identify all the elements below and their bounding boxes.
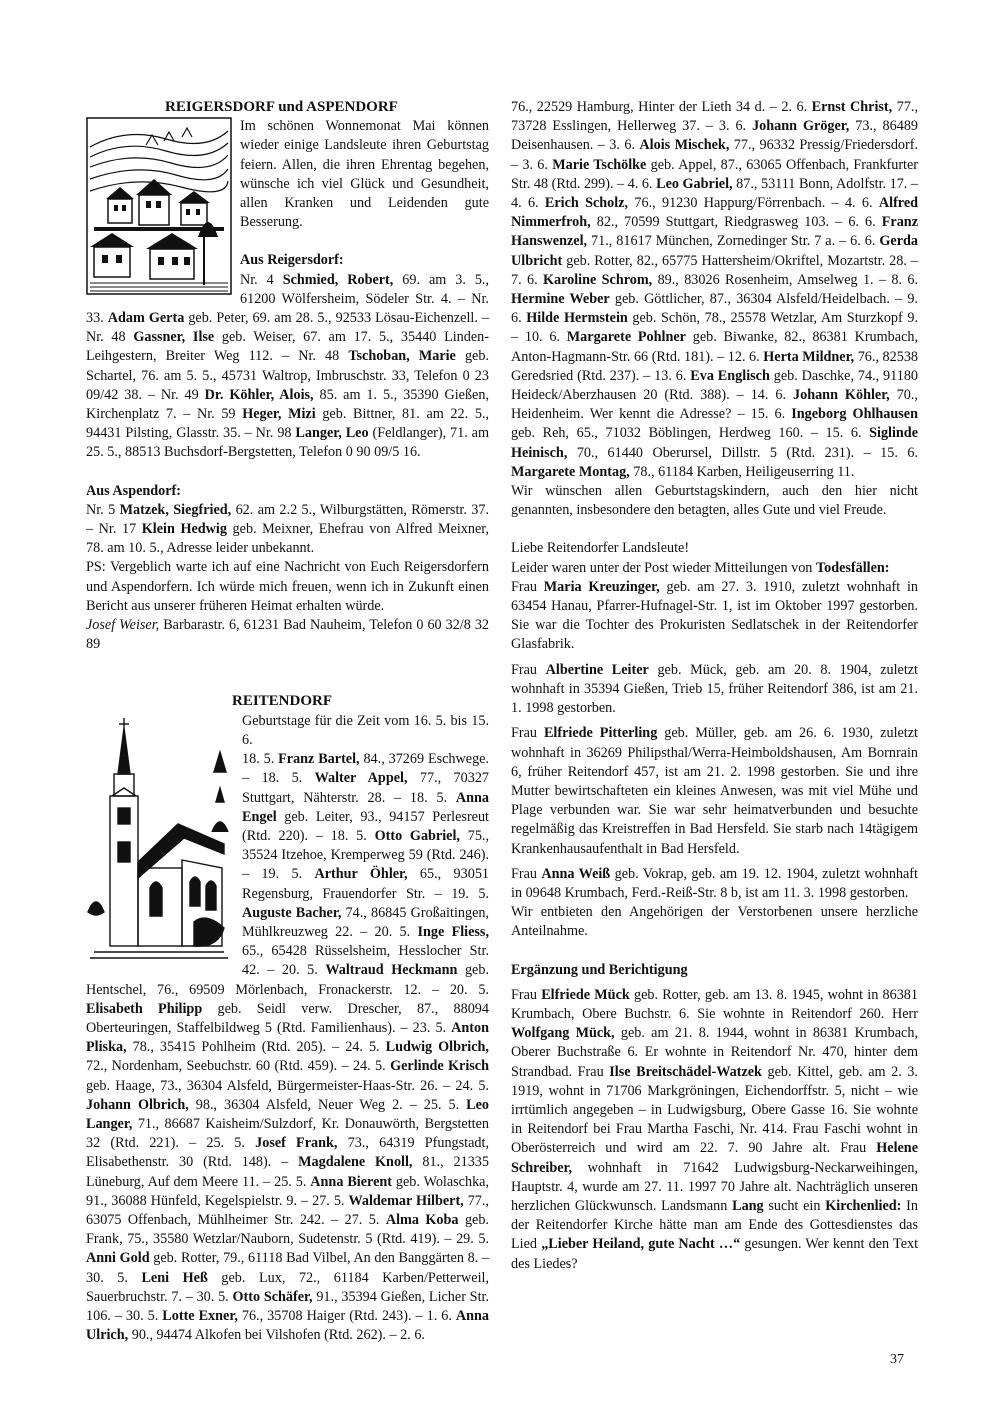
reitendorf-heading: REITENDORF xyxy=(232,693,333,710)
reigersdorf-birthdays: Nr. 4 Schmied, Robert, 69. am 3. 5., 61200 Wölfersheim, Södeler Str. 4. – Nr. 33. Adam Gerta geb. Peter, 69. am 28. 5., 92533 Lösau-Eichenzell. – Nr. 48 Gassner, Ilse geb. Weiser, 67. am 17. 5., 35440 Linden-Leihgestern, Breiter Weg 112. – Nr. 48 Tschoban, Marie geb. Schartel, 76. am 5. 5., 45731 Waltrop, Imbruschstr. 33, Telefon 0 23 09/42 38. – Nr. 49 Dr. Köhler, Alois, 85. am 1. 5., 35390 Gießen, Kirchenplatz 7. – Nr. 59 Heger, Mizi geb. Bittner, 81. am 22. 5., 94431 Pilsting, Glasstr. 35. – Nr. 98 Langer, Leo (Feldlanger), 71. am 25. 5., 88513 Buchsdorf-Bergstetten, Telefon 0 90 09/5 16. xyxy=(86,271,490,461)
greeting: Liebe Reitendorfer Landsleute! xyxy=(511,540,690,557)
aspendorf-birthdays: Nr. 5 Matzek, Siegfried, 62. am 2.2 5., Wilburgstätten, Römerstr. 37. – Nr. 17 Klein Hedwig geb. Meixner, Ehefrau von Alfred Meixner, 78. am 10. 5., Adresse leider unbekannt. xyxy=(86,501,490,557)
reitendorf-birthdays-left: 18. 5. Franz Bartel, 84., 37269 Eschwege. – 18. 5. Walter Appel, 77., 70327 Stuttgart, Nähterstr. 28. – 18. 5. Anna Engel geb. Leiter, 93., 94157 Perlesreut (Rtd. 220). – 18. 5. Otto Gabriel, 75., 35524 Itzehoe, Kremperweg 59 (Rtd. 246). – 19. 5. Arthur Öhler, 65., 93051 Regensburg, Frauendorfer Str. – 19. 5. Auguste Bacher, 74., 86845 Großaitingen, Mühlkreuzweg 22. – 20. 5. Inge Fliess, 65., 65428 Rüsselsheim, Hesslocher Str. 42. – 20. 5. Waltraud Heckmann geb. Hentschel, 76., 69509 Mörlenbach, Fronackerstr. 12. – 20. 5. Elisabeth Philipp geb. Seidl verw. Drescher, 87., 88094 Oberteuringen, Staffelbildweg 5 (Rtd. Familienhaus). – 23. 5. Anton Pliska, 78., 35415 Pohlheim (Rtd. 205). – 24. 5. Ludwig Olbrich, 72., Nordenham, Seebuchstr. 60 (Rtd. 459). – 24. 5. Gerlinde Krisch geb. Haage, 73., 36304 Alsfeld, Bürgermeister-Haas-Str. 26. – 24. 5. Johann Olbrich, 98., 36304 Alsfeld, Neuer Weg 2. – 25. 5. Leo Langer, 71., 86687 Kaisheim/Sulzdorf, Kr. Donauwörth, Bergstetten 32 (Rtd. 221). – 25. 5. Josef Frank, 73., 64319 Pfungstadt, Elisabethenstr. 30 (Rtd. 148). – Magdalene Knoll, 81., 21335 Lüneburg, Auf dem Meere 11. – 25. 5. Anna Bierent geb. Wolaschka, 91., 36088 Hünfeld, Kegelspielstr. 9. – 27. 5. Waldemar Hilbert, 77., 63075 Offenbach, Mühlheimer Str. 242. – 27. 5. Alma Koba geb. Frank, 75., 35580 Wetzlar/Nauborn, Sudetenstr. 5 (Rtd. 419). – 29. 5. Anni Gold geb. Rotter, 79., 61118 Bad Vilbel, An den Banggärten 8. – 30. 5. Leni Heß geb. Lux, 72., 61184 Karben/Petterweil, Sauerbruchstr. 7. – 30. 5. Otto Schäfer, 91., 35394 Gießen, Licher Str. 106. – 30. 5. Lotte Exner, 76., 35708 Haiger (Rtd. 243). – 1. 6. Anna Ulrich, 90., 94474 Alkofen bei Vilshofen (Rtd. 262). – 2. 6. xyxy=(86,751,490,1344)
reitendorf-birthdays-right: 76., 22529 Hamburg, Hinter der Lieth 34 d. – 2. 6. Ernst Christ, 77., 73728 Esslingen, Hellerweg 37. – 3. 6. Johann Gröger, 73., 86489 Deisenhausen. – 3. 6. Alois Mischek, 77., 96332 Pressig/Friedersdorf. – 3. 6. Marie Tschölke geb. Appel, 87., 63065 Offenbach, Frankfurter Str. 48 (Rtd. 299). – 4. 6. Leo Gabriel, 87., 53111 Bonn, Adolfstr. 17. – 4. 6. Erich Scholz, 76., 91230 Happurg/Förrenbach. – 4. 6. Alfred Nimmerfroh, 82., 70599 Stuttgart, Riedgrasweg 103. – 6. 6. Franz Hanswenzel, 71., 81617 München, Zornedinger Str. 7 a. – 6. 6. Gerda Ulbricht geb. Rotter, 82., 65775 Hattersheim/Okriftel, Mozartstr. 28. – 7. 6. Karoline Schrom, 89., 83026 Rosenheim, Amselweg 1. – 8. 6. Hermine Weber geb. Göttlicher, 87., 36304 Alsfeld/Heidelbach. – 9. 6. Hilde Hermstein geb. Schön, 78., 25578 Wetzlar, Am Sturzkopf 9. – 10. 6. Margarete Pohlner geb. Biwanke, 82., 86381 Krumbach, Anton-Hagmann-Str. 66 (Rtd. 181). – 12. 6. Herta Mildner, 76., 82538 Geredsried (Rtd. 237). – 13. 6. Eva Englisch geb. Daschke, 74., 91180 Heideck/Aberzhausen 20 (Rtd. 388). – 14. 6. Johann Köhler, 70., Heidenheim. Wer kennt die Adresse? – 15. 6. Ingeborg Ohlhausen geb. Reh, 65., 71032 Böblingen, Herdweg 160. – 15. 6. Siglinde Heinisch, 70., 61440 Oberursel, Dillstr. 5 (Rtd. 231). – 15. 6. Margarete Montag, 78., 61184 Karben, Heiligeuserring 11. xyxy=(511,99,919,480)
aspendorf-subheading: Aus Aspendorf: xyxy=(86,482,181,499)
condolences: Wir entbieten den Angehörigen der Verstorbenen unsere herzliche Anteilnahme. xyxy=(511,904,918,940)
death-notice-3: Frau Elfriede Pitterling geb. Müller, geb. am 26. 6. 1930, zuletzt wohnhaft in 36269 Philipsthal/Werra-Heimboldshausen, Am Bornrain 6, früher Reitendorf 457, ist am 21. 2. 1998 gestorben. Sie und ihre Mutter bewirtschafteten ein kleines Anwesen, was mit viel Mühe und Plage verbunden war. Sie war sehr heimatverbunden und besuchte regelmäßig das Kreistreffen in Bad Hersfeld. Sie starb nach 14tägigem Krankenhausaufenthalt in Bad Hersfeld. xyxy=(511,725,918,857)
ps-note: PS: Vergeblich warte ich auf eine Nachricht von Euch Reigersdorfern und Aspendorfern. Ich würde mich freuen, wenn ich in Zukunft einen Bericht aus unserer früheren Heimat erhalten würde. xyxy=(86,559,489,614)
reigersdorf-subheading: Aus Reigersdorf: xyxy=(240,252,344,269)
signature: Josef Weiser, Barbarastr. 6, 61231 Bad Nauheim, Telefon 0 60 32/8 32 89 xyxy=(86,617,490,653)
page-number: 37 xyxy=(890,1352,904,1367)
death-notice-2: Frau Albertine Leiter geb. Mück, geb. am 20. 8. 1904, zuletzt wohnhaft in 35394 Gießen, Trieb 15, früher Reitendorf 386, ist am 21. 1. 1998 gestorben. xyxy=(511,661,919,717)
reigersdorf-intro: Im schönen Wonnemonat Mai können wieder einige Landsleute ihren Geburtstag feiern. Allen, die ihren Ehrentag begehen, wünsche ich viel Glück und Gesundheit, allen Kranken und Leidenden gute Besserung. xyxy=(240,118,489,231)
village-illustration xyxy=(86,117,232,295)
ergaenzung-heading: Ergänzung und Berichtigung xyxy=(511,961,688,978)
reitendorf-intro: Geburtstage für die Zeit vom 16. 5. bis 15. 6. xyxy=(242,712,489,748)
todesfaelle-intro: Leider waren unter der Post wieder Mitteilungen von Todesfällen: xyxy=(511,559,890,576)
death-notice-1: Frau Maria Kreuzinger, geb. am 27. 3. 1910, zuletzt wohnhaft in 63454 Hanau, Pfarrer-Hufnagel-Str. 1, ist im Oktober 1997 gestorben. Sie war die Tochter des Prokuristen Sedlatschek in der Reitendorfer Glasfabrik. xyxy=(511,578,918,653)
ergaenzung-text: Frau Elfriede Mück geb. Rotter, geb. am 13. 8. 1945, wohnt in 86381 Krumbach, Obere Buchstr. 6. Sie wohnte in Reitendorf 260. Herr Wolfgang Mück, geb. am 21. 8. 1944, wohnt in 86381 Krumbach, Oberer Buchstraße 6. Er wohnte in Reitendorf Nr. 470, hinter dem Strandbad. Frau Ilse Breitschädel-Watzek geb. Kittel, geb. am 2. 3. 1919, wohnt in 71706 Markgröningen, Eichendorffstr. 5, nicht – wie irrtümlich angegeben – in Ludwigsburg, Obere Gasse 16. Sie wohnte in Reitendorf bei Frau Martha Faschi, Nr. 414. Frau Faschi wohnt in Oberösterreich und wird am 22. 7. 90 Jahre alt. Frau Helene Schreiber, wohnhaft in 71642 Ludwigsburg-Neckarweihingen, Hauptstr. 4, wurde am 27. 11. 1997 70 Jahre alt. Nachträglich unseren herzlichen Glückwunsch. Landsmann Lang sucht ein Kirchenlied: In der Reitendorfer Kirche hätte man am Ende des Gottesdienstes das Lied „Lieber Heiland, gute Nacht …“ gesungen. Wer kennt den Text des Liedes? xyxy=(511,986,919,1272)
left-column xyxy=(86,98,489,1345)
death-notice-4: Frau Anna Weiß geb. Vokrap, geb. am 19. 12. 1904, zuletzt wohnhaft in 09648 Krumbach, Ferd.-Reiß-Str. 8 b, ist am 11. 3. 1998 gestorben. xyxy=(511,865,918,901)
reigersdorf-heading: REIGERSDORF und ASPENDORF xyxy=(165,99,398,115)
right-column xyxy=(511,98,918,1274)
church-illustration xyxy=(86,712,232,962)
wishes: Wir wünschen allen Geburtstagskindern, auch den hier nicht genannten, insbesondere den betagten, alles Gute und viel Freude. xyxy=(511,483,918,519)
